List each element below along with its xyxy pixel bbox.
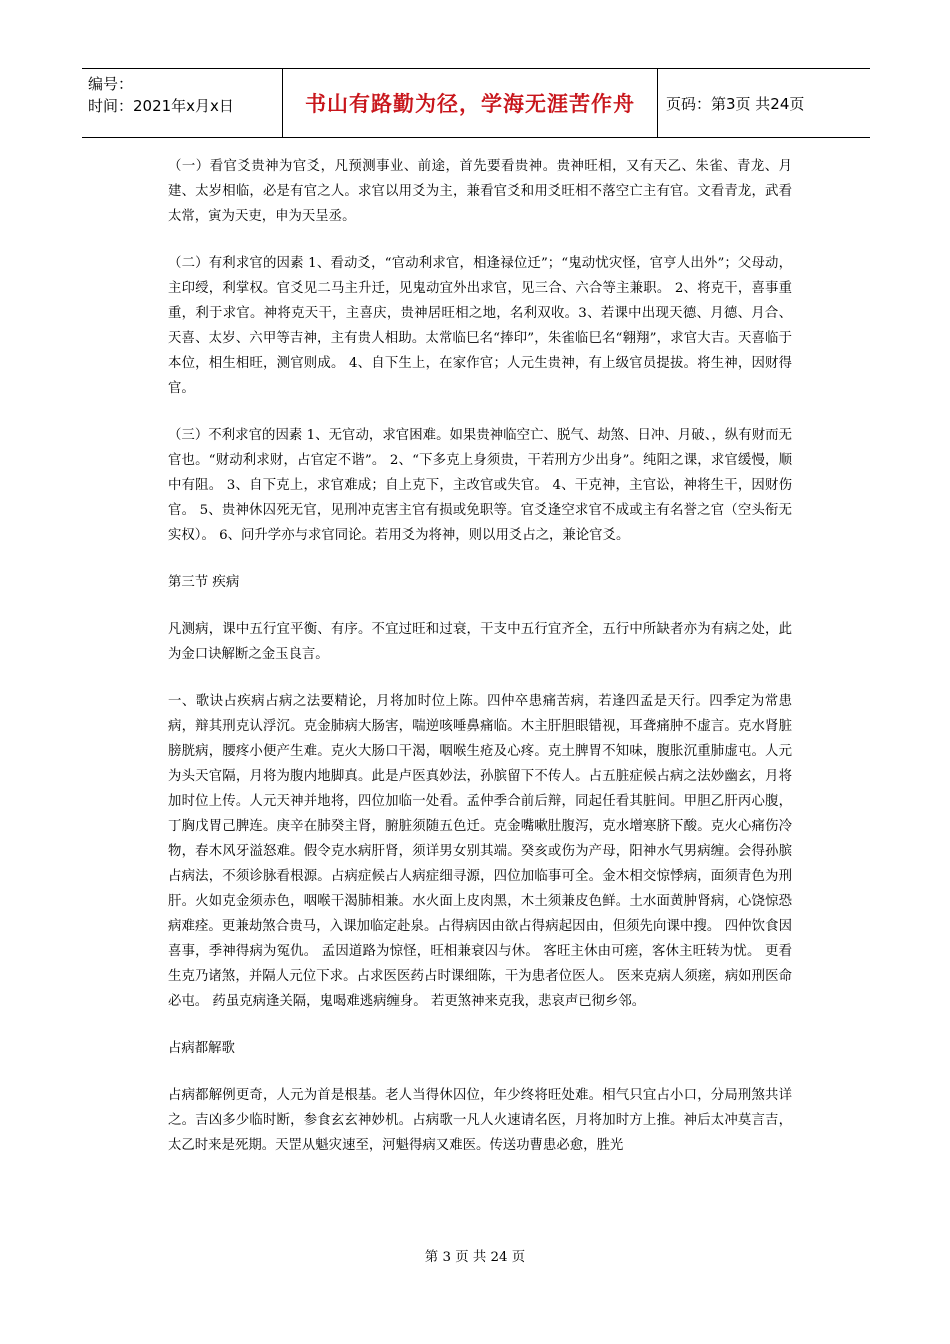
- header-motto: 书山有路勤为径，学海无涯苦作舟: [305, 92, 635, 116]
- paragraph-official-yao: （一）看官爻贵神为官爻，凡预测事业、前途，首先要看贵神。贵神旺相，又有天乙、朱雀、青龙、月建、太岁相临，必是有官之人。求官以用爻为主，兼看官爻和用爻旺相不落空亡主有官。文看青龙，武看太常，寅为天吏，申为天呈丞。: [168, 159, 792, 224]
- document-body: [168, 154, 792, 1180]
- paragraph-illness-intro: 凡测病，课中五行宜平衡、有序。不宜过旺和过衰，干支中五行宜齐全，五行中所缺者亦为有病之处，此为金口诀解断之金玉良言。: [168, 622, 792, 662]
- document-number-label: 编号：: [88, 75, 134, 93]
- subheading-illness-song: 占病都解歌: [168, 1041, 235, 1056]
- paragraph-illness-verses: 一、歌诀占疾病占病之法要精论，月将加时位上陈。四仲卒患痛苦病，若逢四孟是天行。四季定为常患病，辩其刑克认浮沉。克金肺病大肠害，喘逆咳唾鼻痛临。木主肝胆眼错视，耳聋痛肿不虚言。克水肾脏膀胱病，腰疼小便产生难。克火大肠口干渴，咽喉生疮及心疼。克土脾胃不知味，腹胀沉重肺虚屯。人元为头天官隔，月将为腹内地脚真。此是卢医真妙法，孙膑留下不传人。占五脏症候占病之法妙幽玄，月将加时位上传。人元天神并地将，四位加临一处看。孟仲季合前后辩，同起任看其脏间。甲胆乙肝丙心腹，丁胸戊胃己脾连。庚辛在肺癸主肾，腑脏须随五色迁。克金嘴嗽肚腹泻，克水增寒脐下酸。克火心痛伤冷物，春木风牙溢怒难。假令克水病肝肾，须详男女别其端。癸亥或伤为产母，阳神水气男病缠。会得孙膑占病法，不须诊脉看根源。占病症候占人病症细寻源，四位加临事可全。金木相交惊悸病，面须青色为刑肝。火如克金须赤色，咽喉干渴肺相兼。水火面上皮肉黑，木土须兼皮色鲜。土水面黄肿肾病，心饶惊恐病难痊。更兼劫煞合贵马，入课加临定赴泉。占得病因由欲占得病起因由，但须先向课中搜。 四仲饮食因喜事，季神得病为冤仇。 孟因道路为惊怪，旺相兼衰囚与休。 客旺主休由可瘥，客休主旺转为忧。 更看生克乃诸煞，并隔人元位下求。占求医医药占时课细陈，干为患者位医人。 医来克病人须瘥，病如刑医命必屯。 药虽克病逢关隔，鬼喝难逃病缠身。 若更煞神来克我，悲哀声已彻乡邻。: [168, 694, 792, 1009]
- document-date: 时间：2021年x月x日: [88, 97, 234, 115]
- page-footer: 第 3 页 共 24 页: [424, 1250, 526, 1265]
- page-header: [82, 68, 870, 138]
- header-meta: [82, 69, 282, 137]
- section-heading-illness: 第三节 疾病: [168, 575, 240, 590]
- header-page-cell: [658, 69, 870, 137]
- paragraph-favorable-factors: （二）有利求官的因素 1、看动爻，“官动利求官，相逢禄位迁”；“鬼动忧灾怪，官亨人出外”；父母动，主印绶，利掌权。官爻见二马主升迁，见鬼动宜外出求官，见三合、六合等主兼职。 2、将克干，喜事重重，利于求官。神将克天干，主喜庆，贵神居旺相之地，名利双收。3、若课中出现天德、月德、月合、天喜、太岁、六甲等吉神，主有贵人相助。太常临巳名“捧印”，朱雀临巳名“翱翔”，求官大吉。天喜临于本位，相生相旺，测官则成。 4、自下生上，在家作官；人元生贵神，有上级官员提拔。将生神，因财得官。: [168, 256, 792, 396]
- paragraph-unfavorable-factors: （三）不利求官的因素 1、无官动，求官困难。如果贵神临空亡、脱气、劫煞、日冲、月破、，纵有财而无官也。“财动利求财，占官定不谐”。 2、“下多克上身须贵，干若刑方少出身”。纯阳之课，求官缓慢，顺中有阻。 3、自下克上，求官难成；自上克下，主改官或失官。 4、干克神，主官讼，神将生干，因财伤官。 5、贵神休囚死无官，见刑冲克害主官有损或免职等。官爻逢空求官不成或主有名誉之官（空头衔无实权）。 6、问升学亦与求官同论。若用爻为将神，则以用爻占之，兼论官爻。: [168, 428, 792, 543]
- header-motto-cell: [282, 69, 658, 137]
- header-page-info: 页码：第3页 共24页: [666, 94, 805, 113]
- paragraph-illness-song: 占病都解例更奇，人元为首是根基。老人当得休囚位，年少终将旺处难。相气只宜占小口，分局刑煞共详之。吉凶多少临时断，参食玄玄神妙机。占病歌一凡人火速请名医，月将加时方上推。神后太冲莫言吉，太乙时来是死期。天罡从魁灾速至，河魁得病又难医。传送功曹患必愈，胜光: [168, 1088, 792, 1153]
